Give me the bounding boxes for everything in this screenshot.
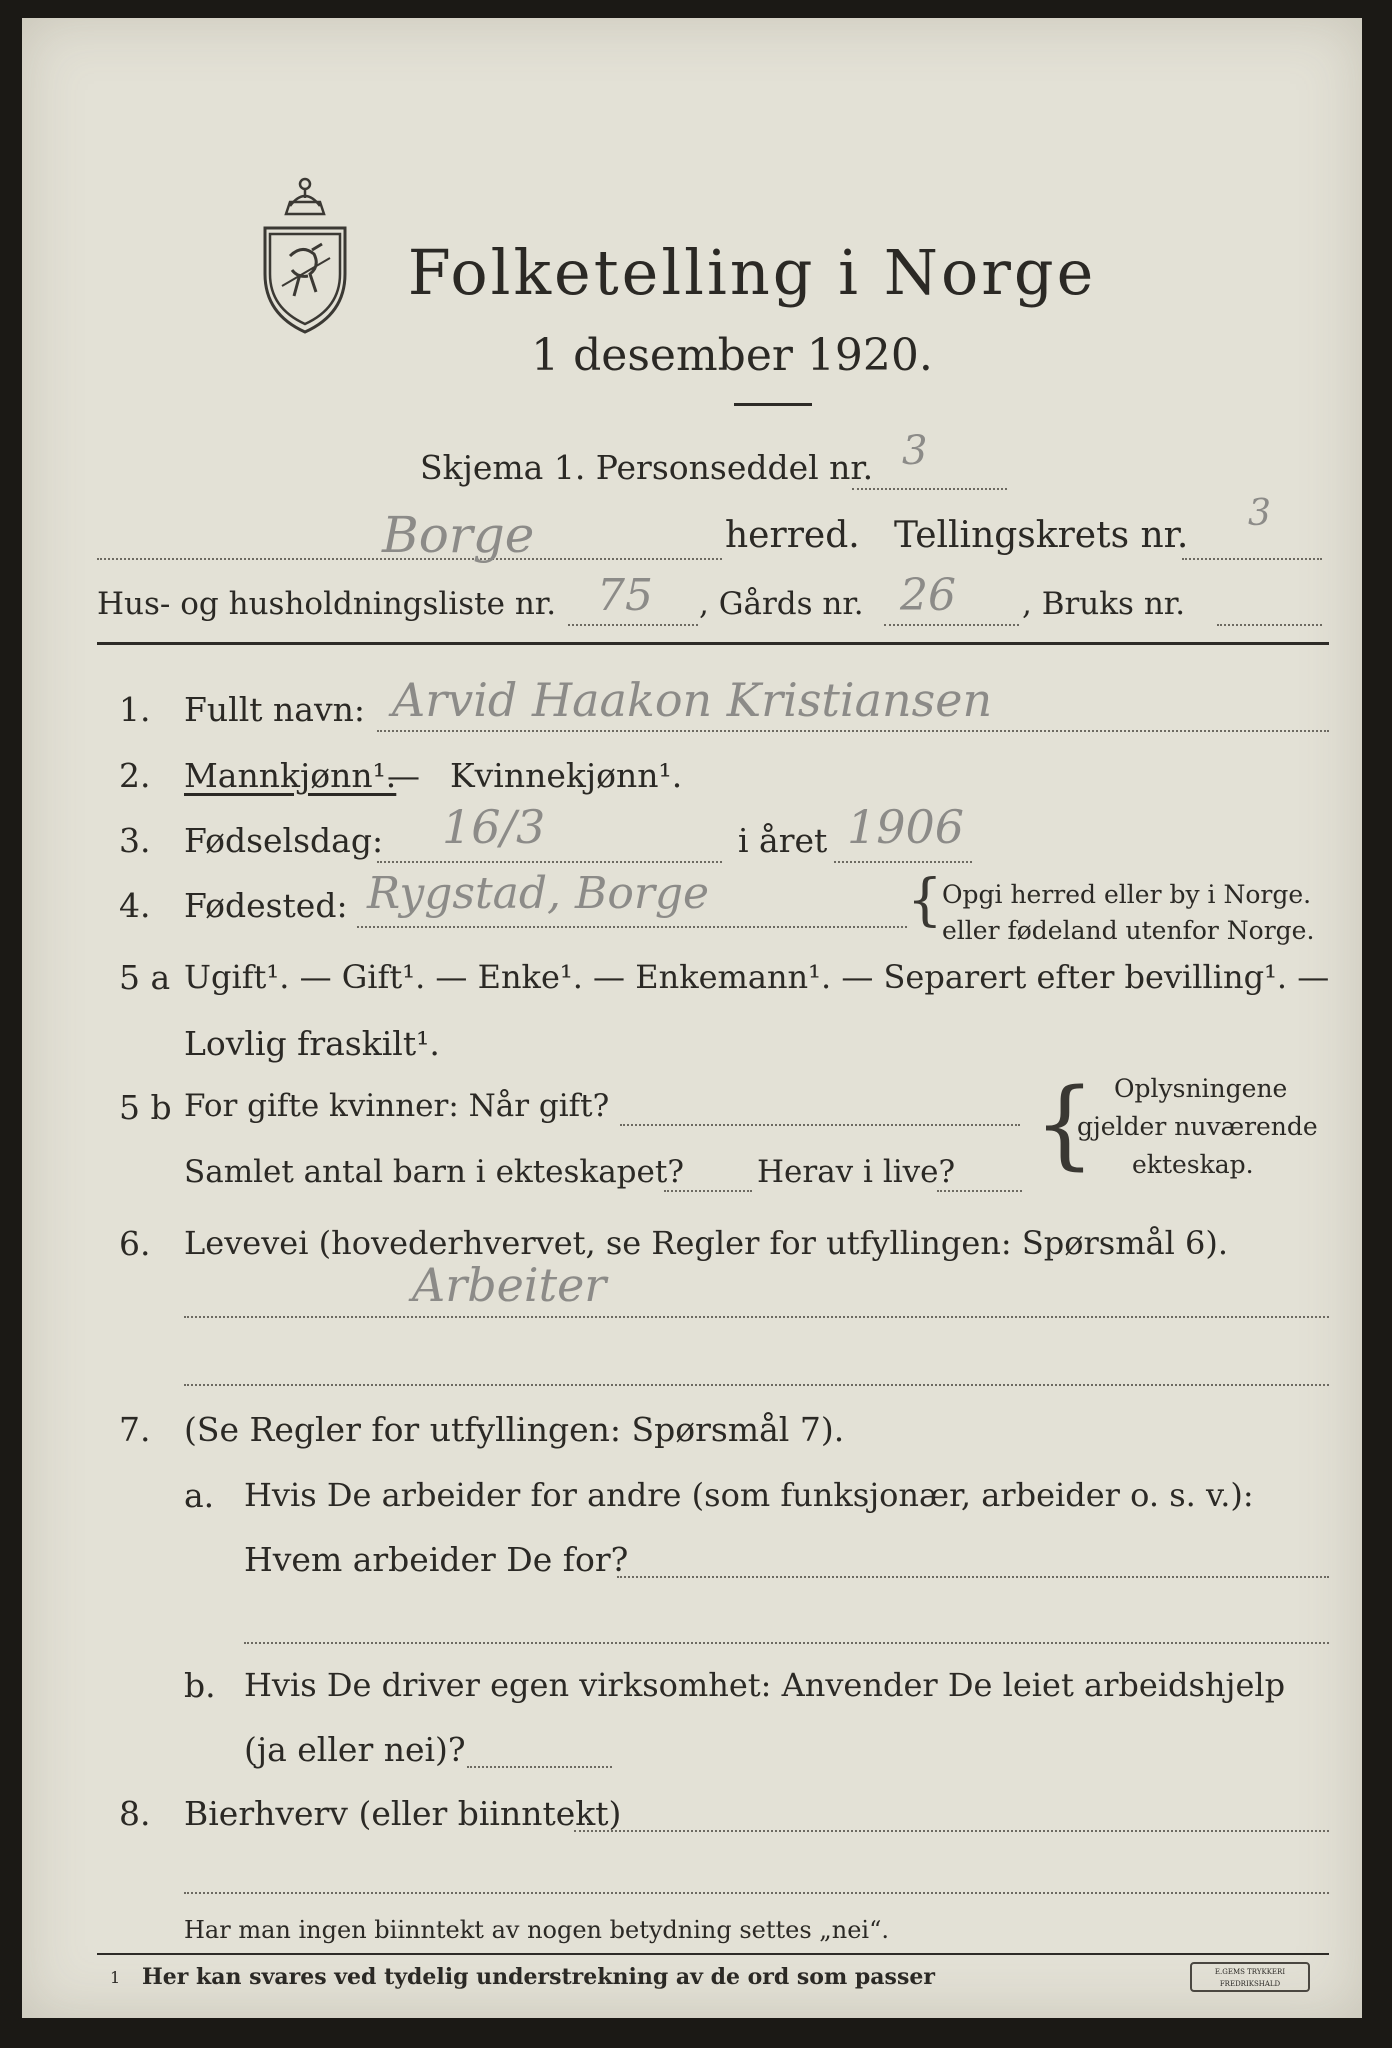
birthdate-value: 16/3 [442, 800, 546, 854]
children-total-field[interactable] [664, 1190, 752, 1192]
marital-status-options[interactable]: Ugift¹. — Gift¹. — Enke¹. — Enkemann¹. — Separert efter bevilling¹. — [184, 958, 1330, 996]
birth-year-field[interactable] [834, 861, 972, 863]
birthplace-value: Rygstad, Borge [367, 868, 710, 919]
footnote-text: Her kan svares ved tydelig understrekning av de ord som passer [142, 1964, 935, 1990]
q3-label: Fødselsdag: [184, 821, 384, 860]
birthdate-field[interactable] [377, 861, 722, 863]
krets-label: Tellingskrets nr. [894, 515, 1189, 556]
occupation-field-1[interactable] [184, 1316, 1329, 1318]
footnote-number: 1 [110, 1968, 121, 1987]
marriage-note-2: gjelder nuværende [1077, 1112, 1318, 1141]
q7-number: 7. [119, 1410, 151, 1449]
liste-label: Hus- og husholdningsliste nr. [97, 586, 557, 622]
marriage-note-3: ekteskap. [1132, 1150, 1254, 1179]
liste-value: 75 [597, 570, 653, 621]
q7b-letter: b. [184, 1666, 216, 1705]
secondary-income-field-2[interactable] [184, 1892, 1329, 1894]
q8-label: Bierhverv (eller biinntekt) [184, 1794, 622, 1833]
footnote-rule [97, 1953, 1329, 1955]
children-total-label: Samlet antal barn i ekteskapet? [184, 1154, 684, 1190]
printer-stamp [1190, 1962, 1310, 1992]
printer-stamp-line1: E.GEMS TRYKKERI [1214, 1968, 1286, 1976]
q7b-line2: (ja eller nei)? [244, 1730, 466, 1769]
q5a-number: 5 a [119, 958, 171, 997]
schema-label: Skjema 1. Personseddel nr. [420, 448, 874, 487]
year-label: i året [738, 821, 828, 860]
male-option[interactable]: Mannkjønn¹. [184, 756, 397, 795]
children-alive-label: Herav i live? [757, 1154, 956, 1190]
q6-number: 6. [119, 1224, 151, 1263]
secondary-income-field-1[interactable] [574, 1830, 1329, 1832]
employer-field-2[interactable] [244, 1642, 1329, 1644]
header-rule [97, 642, 1329, 645]
printer-stamp-line2: FREDRIKSHALD [1219, 1980, 1281, 1988]
female-option[interactable]: Kvinnekjønn¹. [450, 756, 683, 795]
occupation-value: Arbeiter [412, 1258, 607, 1312]
birth-year-value: 1906 [847, 800, 965, 854]
title-divider [734, 403, 812, 406]
herred-value: Borge [382, 506, 535, 564]
krets-value: 3 [1248, 493, 1271, 534]
full-name-value: Arvid Haakon Kristiansen [392, 673, 993, 727]
census-form-sheet [22, 18, 1362, 2018]
herred-label: herred. [725, 515, 860, 556]
employer-field-1[interactable] [617, 1576, 1329, 1578]
birthplace-note-1: Opgi herred eller by i Norge. [942, 880, 1312, 909]
marriage-note-1: Oplysningene [1114, 1074, 1288, 1103]
children-alive-field[interactable] [937, 1190, 1022, 1192]
birthplace-field[interactable] [357, 926, 907, 928]
occupation-label: Levevei (hovederhvervet, se Regler for utfyllingen: Spørsmål 6). [184, 1224, 1229, 1262]
q7-label: (Se Regler for utfyllingen: Spørsmål 7). [184, 1410, 845, 1449]
q7b-line1: Hvis De driver egen virksomhet: Anvender De leiet arbeidshjelp [244, 1666, 1286, 1704]
married-when-label: For gifte kvinner: Når gift? [184, 1088, 610, 1124]
gards-value: 26 [900, 570, 956, 621]
q1-number: 1. [119, 690, 151, 729]
gards-label: , Gårds nr. [699, 586, 864, 622]
q3-number: 3. [119, 821, 151, 860]
hired-help-field[interactable] [467, 1766, 612, 1768]
divorced-option[interactable]: Lovlig fraskilt¹. [184, 1024, 440, 1063]
bruks-number-line[interactable] [1217, 624, 1322, 626]
marriage-note-brace: { [1034, 1068, 1096, 1180]
q1-label: Fullt navn: [184, 690, 365, 729]
occupation-field-2[interactable] [184, 1384, 1329, 1386]
q7a-line1: Hvis De arbeider for andre (som funksjonær, arbeider o. s. v.): [244, 1476, 1254, 1514]
gender-separator: — [387, 756, 420, 795]
form-date: 1 desember 1920. [531, 330, 933, 381]
gards-number-line[interactable] [884, 624, 1019, 626]
schema-number-value: 3 [902, 428, 928, 474]
birthplace-note-2: eller fødeland utenfor Norge. [942, 916, 1315, 945]
nei-note: Har man ingen biinntekt av nogen betydning settes „nei“. [184, 1916, 889, 1944]
liste-number-line[interactable] [568, 624, 698, 626]
q4-label: Fødested: [184, 886, 348, 925]
krets-number-line[interactable] [1182, 558, 1322, 560]
form-title: Folketelling i Norge [407, 236, 1097, 309]
full-name-field[interactable] [377, 730, 1329, 732]
married-when-field[interactable] [620, 1124, 1020, 1126]
q8-number: 8. [119, 1794, 151, 1833]
q5b-number: 5 b [119, 1088, 172, 1127]
schema-number-line[interactable] [852, 488, 1007, 490]
q7a-letter: a. [184, 1476, 215, 1515]
q4-number: 4. [119, 886, 151, 925]
bruks-label: , Bruks nr. [1022, 586, 1186, 622]
birthplace-note-brace: { [907, 868, 943, 933]
q2-number: 2. [119, 756, 151, 795]
q7a-line2: Hvem arbeider De for? [244, 1540, 629, 1579]
